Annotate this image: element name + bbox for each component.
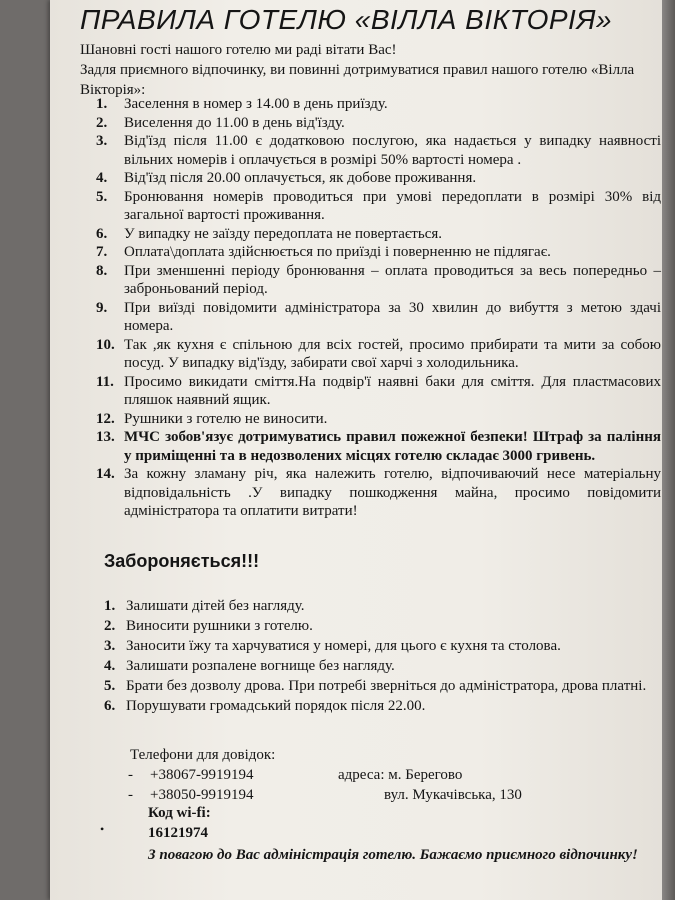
rule-number: 6. [96,225,108,242]
forbidden-number: 4. [104,658,116,674]
rule-number: 1. [96,96,108,112]
rule-text: Так ,як кухня є спільною для всіх гостей, просимо прибирати та мити за собою посуд. У випадку від'їзду, забирати свої харчі з холодильника. [124,336,661,371]
rule-text: Заселення в номер з 14.00 в день приїзду. [124,96,388,112]
rule-number: 4. [96,170,108,186]
bullet-dot: • [100,822,105,836]
rule-text: При виїзді повідомити адміністратора за 30 хвилин до вибуття з метою здачі номера. [124,299,661,334]
phone-1-number: +38067-9919194 [150,767,254,783]
rule-item [96,225,661,244]
forbidden-item [104,616,660,636]
rule-text: У випадку не заїзду передоплата не повертається. [124,225,443,242]
page-title: ПРАВИЛА ГОТЕЛЮ «ВІЛЛА ВІКТОРІЯ» [80,4,612,35]
forbidden-text: Залишати розпалене вогнище без нагляду. [126,658,395,674]
rule-number: 2. [96,114,108,131]
rule-number: 11. [96,373,114,390]
rule-number: 8. [96,262,108,279]
phone-dash: - [128,787,133,803]
forbidden-number: 1. [104,598,116,614]
background-edge [662,0,675,900]
forbidden-text: Брати без дозволу дрова. При потребі зверніться до адміністратора, дрова платні. [126,678,647,694]
forbidden-item [104,696,660,716]
rule-item [96,95,661,114]
phone-dash: - [128,767,133,783]
rule-text: МЧС зобов'язує дотримуватись правил пожежної безпеки! Штраф за паління у приміщенні та в недозволених місцях готелю складає 3000 гривень. [124,429,661,464]
rule-number: 7. [96,244,108,260]
rule-text: За кожну зламану річ, яка належить готелю, відпочиваючий несе матеріальну відповідальність .У випадку пошкодження майна, просимо повідомити адміністратора та оплатити витрати! [124,466,661,519]
rule-item [96,428,661,465]
phones-label: Телефони для довідок: [130,747,276,763]
rule-text: Оплата\доплата здійснюється по приїзді і поверненню не підлягає. [124,244,551,260]
rule-text: Просимо викидати сміття.На подвір'ї наявні баки для сміття. Для пластмасових пляшок наявний ящик. [124,373,661,408]
forbidden-text: Порушувати громадський порядок після 22.00. [126,698,426,714]
wifi-code: 16121974 [148,825,208,841]
rule-item [96,188,661,225]
rule-number: 10. [96,336,115,353]
intro-text: Задля приємного відпочинку, ви повинні дотримуватися правил нашого готелю «Вілла Вікторія»: [80,62,635,98]
rule-number: 5. [96,188,108,205]
forbidden-item [104,676,660,696]
rule-item [96,336,661,373]
forbidden-item [104,656,660,676]
forbidden-item [104,596,660,616]
rule-number: 14. [96,466,115,482]
rule-item [96,410,661,429]
rule-text: Бронювання номерів проводиться при умові передоплати в розмірі 30% від загальної вартості проживання. [124,188,661,223]
rule-item [96,299,661,336]
phone-2 [128,787,253,804]
forbidden-text: Заносити їжу та харчуватися у номері, для цього є кухня та столова. [126,638,561,654]
rule-item [96,114,661,133]
rule-text: При зменшенні періоду бронювання – оплата проводиться за весь попередньо – заброньований період. [124,262,661,297]
rule-item [96,243,661,262]
forbidden-number: 3. [104,638,116,654]
rules-list [96,95,661,521]
forbidden-number: 6. [104,698,116,714]
forbidden-number: 2. [104,618,116,634]
forbidden-text: Залишати дітей без нагляду. [126,598,305,614]
rule-number: 13. [96,429,115,445]
intro-greeting: Шановні гості нашого готелю ми раді вітати Вас! [80,42,397,58]
forbidden-text: Виносити рушники з готелю. [126,618,313,634]
rule-item [96,262,661,299]
rule-number: 12. [96,410,115,427]
wifi-label: Код wi-fi: [148,805,211,821]
address-city: адреса: м. Берегово [338,767,463,783]
rule-text: Рушники з готелю не виносити. [124,410,328,427]
rule-item [96,169,661,188]
rule-item [96,465,661,521]
forbidden-item [104,636,660,656]
rule-text: Від'їзд після 11.00 є додатковою послугою, яка надається у випадку наявності вільних номерів і оплачується в розмірі 50% вартості номера . [124,133,661,168]
rule-number: 3. [96,133,108,149]
forbidden-title: Забороняється!!! [104,551,260,571]
rule-item [96,132,661,169]
forbidden-list [104,596,660,716]
phone-1 [128,767,253,784]
rule-text: Виселення до 11.00 в день від'їзду. [124,114,345,131]
forbidden-number: 5. [104,678,116,694]
address-street: вул. Мукачівська, 130 [384,787,522,803]
rule-number: 9. [96,299,108,316]
rule-text: Від'їзд після 20.00 оплачується, як добове проживання. [124,170,477,186]
closing-note: З повагою до Вас адміністрація готелю. Бажаємо приємного відпочинку! [148,847,638,863]
rule-item [96,373,661,410]
phone-2-number: +38050-9919194 [150,787,254,803]
intro [80,40,660,100]
